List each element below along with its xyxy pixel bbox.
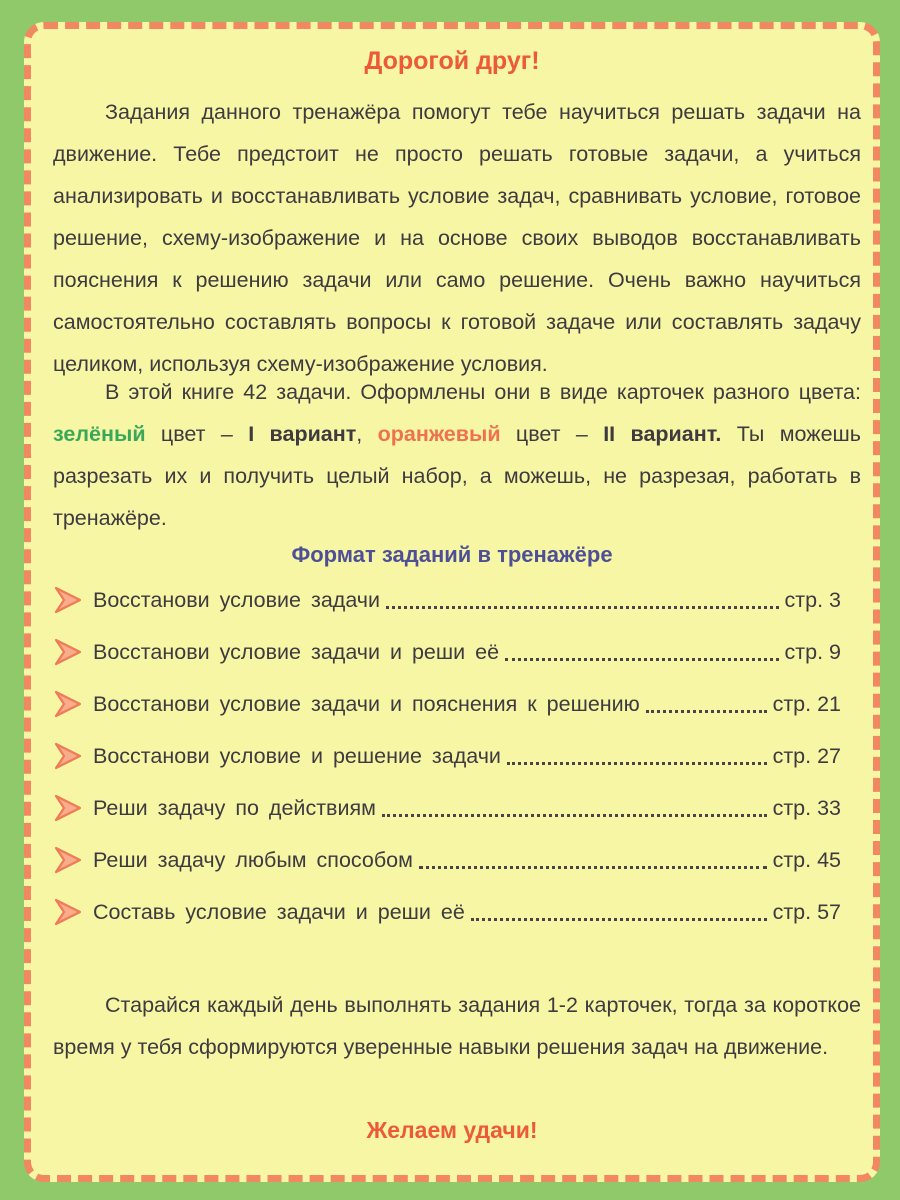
toc-item-page: стр. 45 (772, 847, 841, 872)
orange-arrow-icon (51, 690, 83, 718)
variant-2: II вариант. (603, 422, 722, 446)
orange-word: оранжевый (377, 422, 501, 446)
orange-arrow-icon (51, 638, 83, 666)
book-text-5: Ты можешь разрезать их и получить целый набор, а можешь, не разрезая, работать в тренажёре. (53, 422, 861, 530)
toc-item-label: Восстанови условие задачи и реши её (93, 639, 500, 664)
toc-leader-dots (646, 704, 767, 713)
book-text-4: цвет – (500, 422, 604, 446)
toc-item (51, 739, 841, 773)
format-title: Формат заданий в тренажёре (291, 542, 613, 567)
book-text-1: В этой книге 42 задачи. Оформлены они в виде карточек разного цвета: (105, 380, 861, 404)
page-heading: Дорогой друг! (364, 47, 540, 75)
toc-leader-dots (382, 808, 767, 817)
toc-leader-dots (419, 860, 767, 869)
orange-arrow-icon (51, 846, 83, 874)
intro-paragraph (53, 91, 861, 385)
toc-item-label: Восстанови условие задачи (93, 587, 381, 612)
toc-item-page: стр. 57 (772, 899, 841, 924)
toc-item-label: Реши задачу по действиям (93, 795, 376, 820)
toc-item-page: стр. 21 (772, 691, 841, 716)
variant-1: I вариант (248, 422, 357, 446)
toc-leader-dots (505, 652, 778, 661)
toc-item (51, 583, 841, 617)
toc-item-page: стр. 9 (784, 639, 841, 664)
book-text-2: цвет – (145, 422, 249, 446)
toc-item-page: стр. 3 (784, 587, 841, 612)
orange-arrow-icon (51, 898, 83, 926)
closing-wish: Желаем удачи! (366, 1117, 538, 1143)
toc-item (51, 843, 841, 877)
toc-item (51, 791, 841, 825)
toc-item-label: Реши задачу любым способом (93, 847, 413, 872)
toc-leader-dots (471, 912, 767, 921)
green-word: зелёный (53, 422, 146, 446)
intro-text: Задания данного тренажёра помогут тебе научиться решать задачи на движение. Тебе предстоит не просто решать готовые задачи, а учиться анализировать и восстанавливать условие задач, сравнивать условие, готовое решение, схему-изображение и на основе своих выводов восстанавливать пояснения к решению задачи или само решение. Очень важно научиться самостоятельно составлять вопросы к готовой задаче или составлять задачу целиком, используя схему-изображение условия. (53, 100, 861, 376)
book-paragraph (53, 371, 861, 539)
closing-paragraph (53, 984, 861, 1068)
orange-arrow-icon (51, 794, 83, 822)
toc-item-label: Составь условие задачи и реши её (93, 899, 465, 924)
toc-item-page: стр. 27 (772, 743, 841, 768)
page-card (24, 22, 880, 1182)
orange-arrow-icon (51, 586, 83, 614)
toc-item-label: Восстанови условие и решение задачи (93, 743, 501, 768)
toc-leader-dots (386, 600, 779, 609)
orange-arrow-icon (51, 742, 83, 770)
book-text-3: , (356, 422, 378, 446)
toc-item (51, 687, 841, 721)
toc-leader-dots (507, 756, 767, 765)
toc-item-label: Восстанови условие задачи и пояснения к решению (93, 691, 640, 716)
toc-item (51, 635, 841, 669)
closing-text: Старайся каждый день выполнять задания 1-2 карточек, тогда за короткое время у тебя сформируются уверенные навыки решения задач на движение. (53, 993, 861, 1059)
toc-item (51, 895, 841, 929)
toc-item-page: стр. 33 (772, 795, 841, 820)
